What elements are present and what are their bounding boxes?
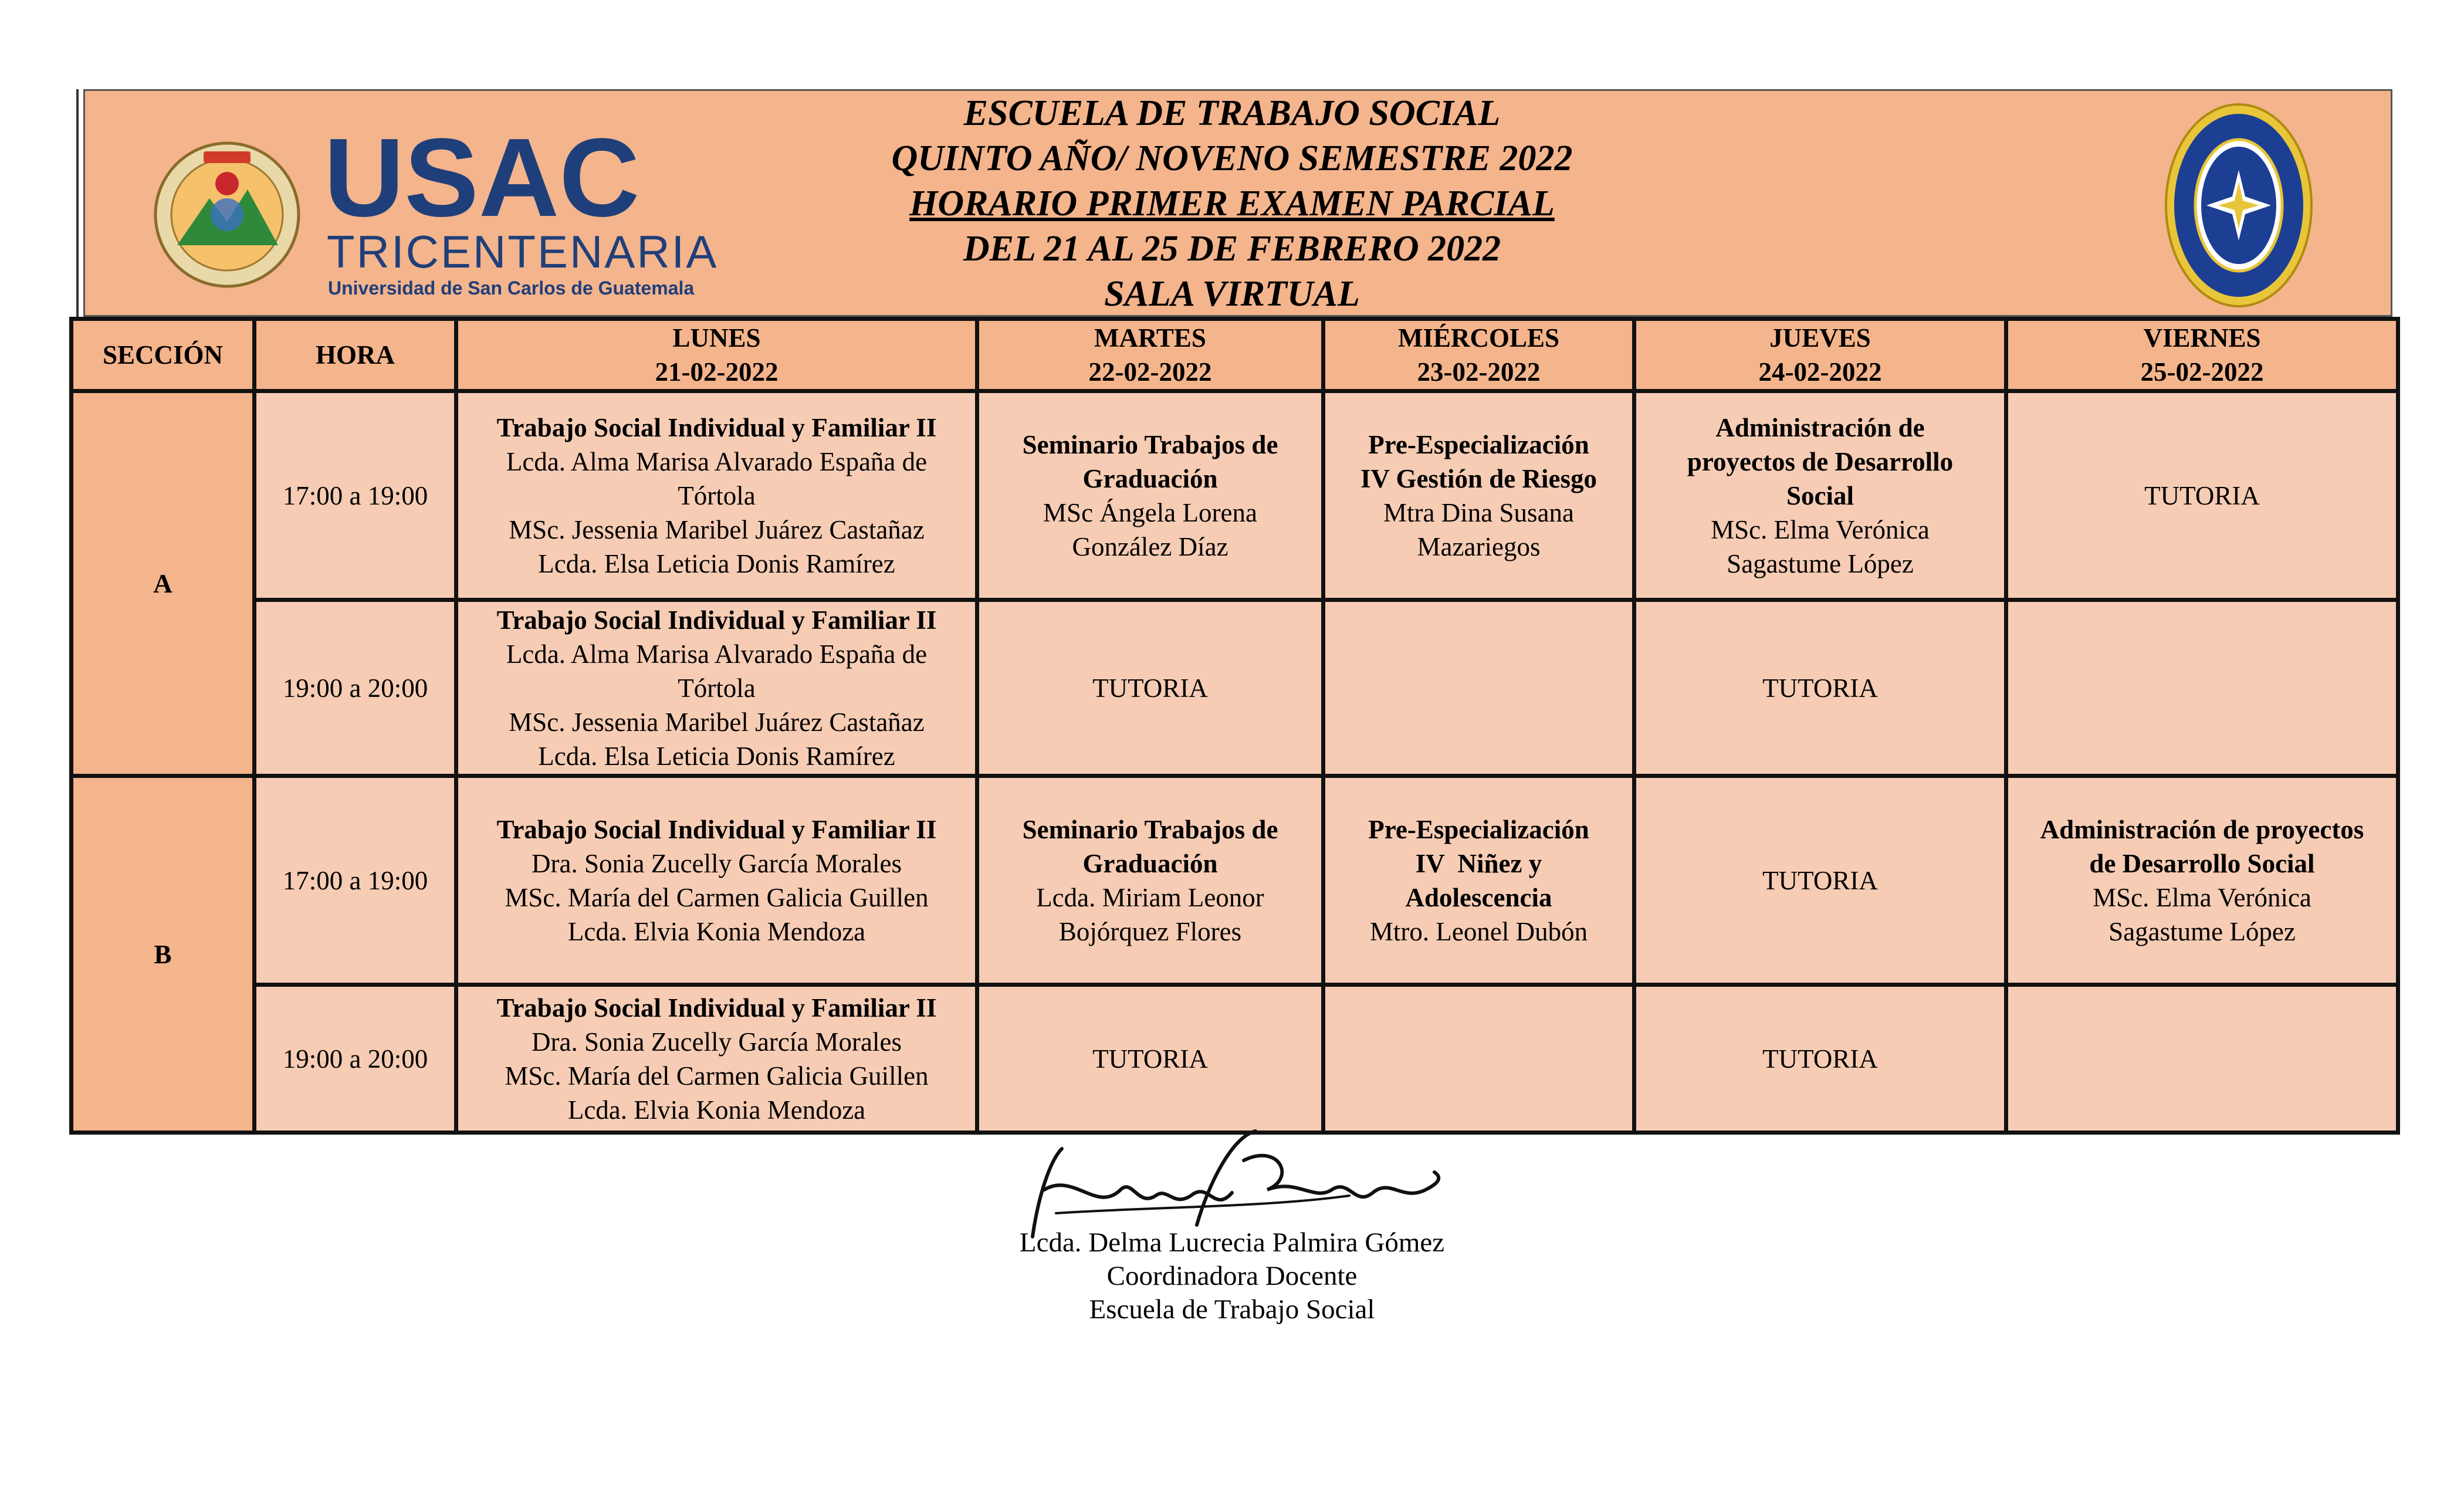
table-row bbox=[72, 776, 2398, 985]
tricentenaria-text: TRICENTENARIA bbox=[327, 226, 719, 277]
lunes-cell: Trabajo Social Individual y Familiar II Dra. Sonia Zucelly García Morales MSc. María del Carmen Galicia Guillen Lcda. Elvia Konia Mendoza bbox=[456, 985, 977, 1133]
miercoles-cell bbox=[1324, 600, 1634, 776]
signatory-name: Lcda. Delma Lucrecia Palmira Gómez bbox=[1019, 1227, 1445, 1258]
section-label-b: B bbox=[72, 776, 255, 1133]
usac-seal-icon bbox=[155, 143, 299, 286]
martes-cell: Seminario Trabajos de Graduación Lcda. Miriam Leonor Bojórquez Flores bbox=[977, 776, 1324, 985]
viernes-cell bbox=[2006, 600, 2398, 776]
hora-cell: 17:00 a 19:00 bbox=[255, 391, 456, 600]
lunes-cell: Trabajo Social Individual y Familiar II Lcda. Alma Marisa Alvarado España de Tórtola MSc. Jessenia Maribel Juárez Castañaz Lcda. Elsa Leticia Donis Ramírez bbox=[456, 391, 977, 600]
table-header-row bbox=[72, 319, 2398, 391]
title-school: ESCUELA DE TRABAJO SOCIAL bbox=[963, 93, 1501, 133]
jueves-cell: TUTORIA bbox=[1634, 985, 2006, 1133]
signature-block bbox=[939, 1226, 1525, 1326]
header-hora: HORA bbox=[255, 319, 456, 391]
martes-cell: TUTORIA bbox=[977, 600, 1324, 776]
signatory-role: Coordinadora Docente bbox=[1106, 1261, 1358, 1291]
martes-cell: Seminario Trabajos de Graduación MSc Ángela Lorena González Díaz bbox=[977, 391, 1324, 600]
miercoles-cell: Pre-Especialización IV Niñez y Adolescencia Mtro. Leonel Dubón bbox=[1324, 776, 1634, 985]
jueves-cell: TUTORIA bbox=[1634, 600, 2006, 776]
title-dates: DEL 21 AL 25 DE FEBRERO 2022 bbox=[963, 229, 1501, 269]
viernes-cell: TUTORIA bbox=[2006, 391, 2398, 600]
header-miercoles: MIÉRCOLES 23-02-2022 bbox=[1324, 319, 1634, 391]
title-semester: QUINTO AÑO/ NOVENO SEMESTRE 2022 bbox=[891, 138, 1573, 178]
title-schedule: HORARIO PRIMER EXAMEN PARCIAL bbox=[909, 184, 1555, 224]
table-row bbox=[72, 600, 2398, 776]
signatory-school: Escuela de Trabajo Social bbox=[1089, 1294, 1375, 1325]
table-row bbox=[72, 985, 2398, 1133]
jueves-cell: TUTORIA bbox=[1634, 776, 2006, 985]
trabajo-social-seal-icon bbox=[2162, 100, 2315, 311]
hora-cell: 17:00 a 19:00 bbox=[255, 776, 456, 985]
table-row bbox=[72, 391, 2398, 600]
jueves-cell: Administración de proyectos de Desarrollo Social MSc. Elma Verónica Sagastume López bbox=[1634, 391, 2006, 600]
lunes-cell: Trabajo Social Individual y Familiar II Lcda. Alma Marisa Alvarado España de Tórtola MSc. Jessenia Maribel Juárez Castañaz Lcda. Elsa Leticia Donis Ramírez bbox=[456, 600, 977, 776]
martes-cell: TUTORIA bbox=[977, 985, 1324, 1133]
section-label-a: A bbox=[72, 391, 255, 776]
usac-caption: Universidad de San Carlos de Guatemala bbox=[328, 277, 695, 299]
header-left-rule bbox=[76, 89, 79, 317]
header-viernes: VIERNES 25-02-2022 bbox=[2006, 319, 2398, 391]
viernes-cell: Administración de proyectos de Desarrollo Social MSc. Elma Verónica Sagastume López bbox=[2006, 776, 2398, 985]
hora-cell: 19:00 a 20:00 bbox=[255, 985, 456, 1133]
header-jueves: JUEVES 24-02-2022 bbox=[1634, 319, 2006, 391]
header-lunes: LUNES 21-02-2022 bbox=[456, 319, 977, 391]
miercoles-cell: Pre-Especialización IV Gestión de Riesgo Mtra Dina Susana Mazariegos bbox=[1324, 391, 1634, 600]
viernes-cell bbox=[2006, 985, 2398, 1133]
miercoles-cell bbox=[1324, 985, 1634, 1133]
header-seccion: SECCIÓN bbox=[72, 319, 255, 391]
lunes-cell: Trabajo Social Individual y Familiar II Dra. Sonia Zucelly García Morales MSc. María del Carmen Galicia Guillen Lcda. Elvia Konia Mendoza bbox=[456, 776, 977, 985]
header-martes: MARTES 22-02-2022 bbox=[977, 319, 1324, 391]
hora-cell: 19:00 a 20:00 bbox=[255, 600, 456, 776]
usac-wordmark: USAC bbox=[324, 116, 640, 240]
exam-schedule-table bbox=[69, 317, 2400, 1135]
title-room: SALA VIRTUAL bbox=[1104, 274, 1360, 314]
title-block bbox=[587, 91, 1877, 317]
